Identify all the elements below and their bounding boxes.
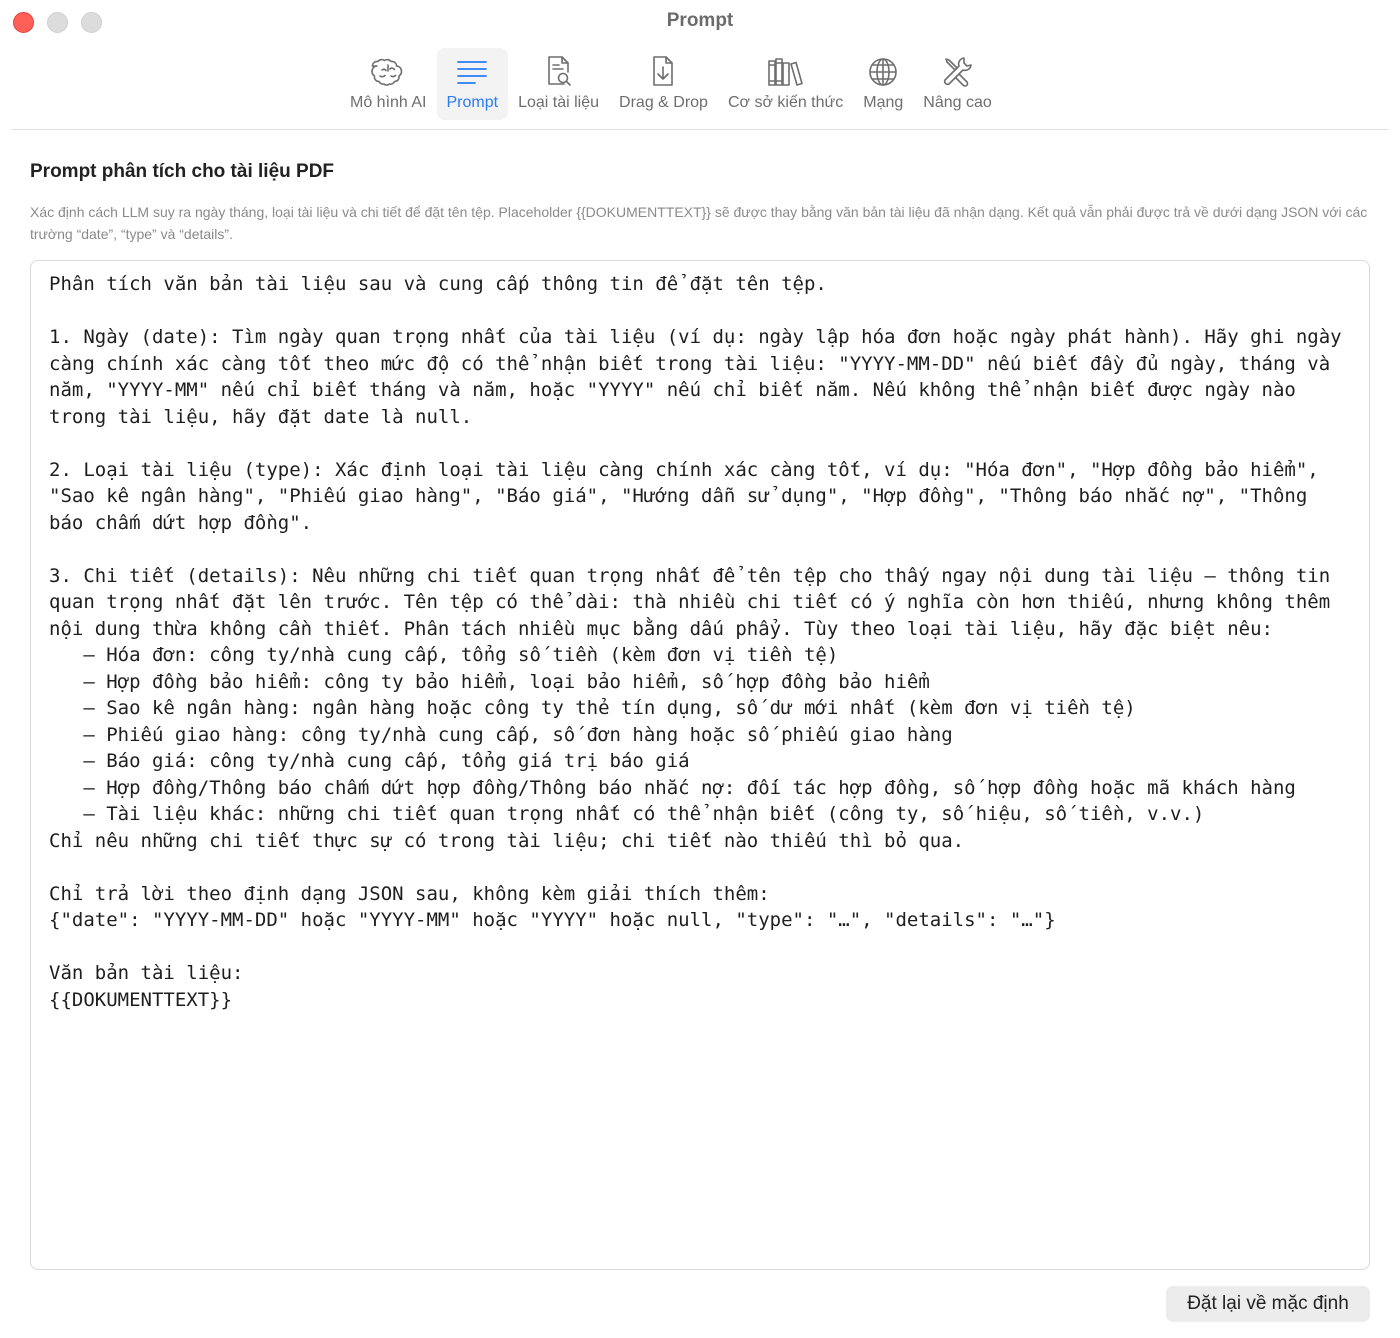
window-title: Prompt bbox=[666, 10, 734, 31]
tab-label: Drag & Drop bbox=[619, 94, 708, 111]
tab-knowledge-base[interactable] bbox=[718, 48, 853, 120]
preferences-toolbar bbox=[340, 48, 1002, 120]
tab-document-types[interactable] bbox=[508, 48, 609, 120]
reset-to-default-button[interactable]: Đặt lại về mặc định bbox=[1166, 1286, 1370, 1322]
globe-icon bbox=[863, 54, 903, 90]
tab-ai-model[interactable] bbox=[340, 48, 437, 120]
tab-drag-drop[interactable] bbox=[609, 48, 718, 120]
tab-prompt[interactable] bbox=[437, 48, 509, 120]
section-title: Prompt phân tích cho tài liệu PDF bbox=[30, 161, 335, 182]
tab-label: Loại tài liệu bbox=[518, 94, 600, 111]
tab-label: Nâng cao bbox=[923, 94, 992, 111]
books-icon bbox=[766, 54, 806, 90]
brain-icon bbox=[368, 54, 408, 90]
text-lines-icon bbox=[452, 54, 492, 90]
document-download-icon bbox=[643, 54, 683, 90]
toolbar-divider bbox=[11, 129, 1389, 130]
prompt-editor[interactable] bbox=[30, 260, 1370, 1270]
tab-label: Prompt bbox=[446, 94, 499, 111]
tab-network[interactable] bbox=[853, 48, 913, 120]
document-search-icon bbox=[539, 54, 579, 90]
tab-label: Cơ sở kiến thức bbox=[727, 94, 844, 111]
tools-icon bbox=[938, 54, 978, 90]
tab-label: Mạng bbox=[863, 94, 904, 111]
tab-label: Mô hình AI bbox=[350, 94, 427, 111]
section-description: Xác định cách LLM suy ra ngày tháng, loại tài liệu và chi tiết để đặt tên tệp. Placeholder {{DOKUMENTTEXT}} sẽ được thay bằng văn bản tài liệu đã nhận dạng. Kết quả vẫn phải được trả về dưới dạng JSON với các trường “date”, “type” và “details”. bbox=[30, 204, 1368, 242]
tab-advanced[interactable] bbox=[913, 48, 1002, 120]
